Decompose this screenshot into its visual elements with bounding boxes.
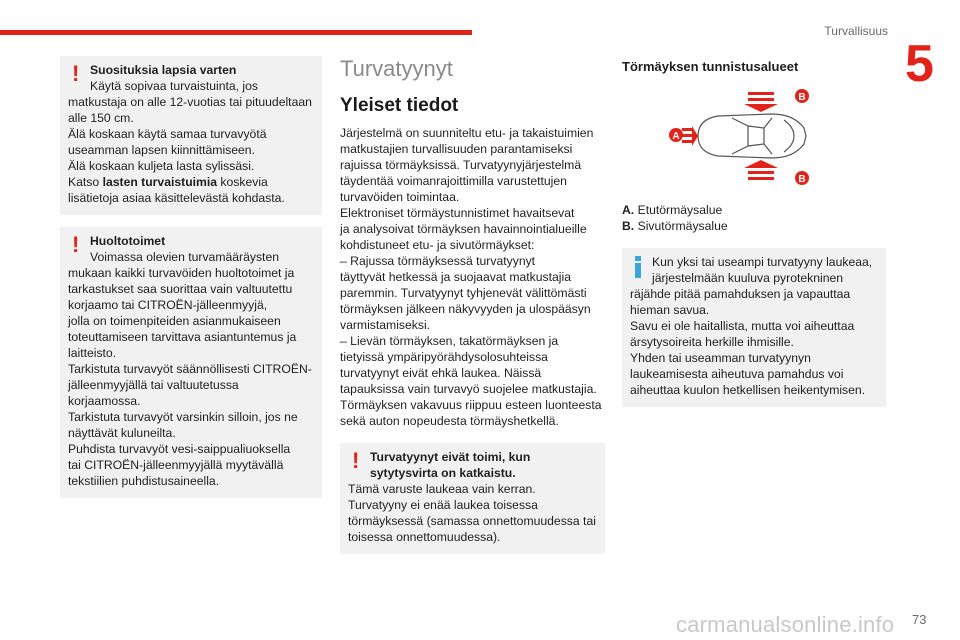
legend-item: A. Etutörmäysalue <box>622 203 723 217</box>
box-line: näyttävät kuluneilta. <box>68 426 176 440</box>
page-number: 73 <box>912 612 927 627</box>
box-line: Voimassa olevien turvamääräysten <box>90 250 280 264</box>
header-accent-bar <box>0 30 472 35</box>
box-line: toisessa onnettomuudessa). <box>348 530 501 544</box>
box-line: Älä koskaan käytä samaa turvavyötä <box>68 127 267 141</box>
warning-box-maintenance <box>60 227 322 498</box>
box-line: Tarkistuta turvavyöt säännöllisesti CITROËN- <box>68 362 312 376</box>
info-box-smoke <box>622 248 886 407</box>
box-line: korjaamo tai CITROËN-jälleenmyyjä, <box>68 298 268 312</box>
box-line: törmäyksessä (samassa onnettomuudessa tai <box>348 514 596 528</box>
subsection-title: Törmäyksen tunnistusalueet <box>622 59 799 74</box>
label-b: B <box>798 174 806 185</box>
box-line: Kun yksi tai useampi turvatyyny laukeaa, <box>652 255 873 269</box>
label-b-bottom-marker <box>795 171 809 185</box>
side-zone-top <box>744 92 778 112</box>
body-text: Järjestelmä on suunniteltu etu- ja takaistuimien matkustajien turvallisuuden parantamiseksi rajuissa törmäyksissä. Turvatyynyjärjestelmä täydentää voimanrajoittimilla varustettujen turvavöiden toimintaa. Elektroniset törmäystunnistimet havaitsevat ja analysoivat törmäyksen havainnointialueille kohdistuneet etu- ja sivutörmäykset: – Rajussa törmäyksessä turvatyynyt täyttyvät hetkessä ja suojaavat matkustajia paremmin. Turvatyynyt tyhjenevät välittömästi törmäyksen jälkeen näkyvyyden ja ulospääsyn varmistamiseksi. – Lievän törmäyksen, takatörmäyksen ja tietyissä ympäripyörähdysolosuhteissa turvatyynyt eivät ehkä laukea. Näissä tapauksissa vain turvavyö suojelee matkustajia. Törmäyksen vakavuus riippuu esteen luonteesta sekä auton nopeudesta törmäyshetkellä. <box>340 126 602 428</box>
warning-box-ignition <box>340 443 605 554</box>
box-line: Yhden tai useamman turvatyynyn <box>630 351 811 365</box>
box-line: useamman lapsen kiinnittämiseen. <box>68 143 255 157</box>
box-line: laitteisto. <box>68 346 117 360</box>
box-line: jolla on toimenpiteiden asianmukaiseen <box>68 314 281 328</box>
side-zone-bottom <box>744 160 778 180</box>
box-line: järjestelmään kuuluva pyrotekninen <box>652 271 844 285</box>
box-line: ärsytysoireita herkille ihmisille. <box>630 335 794 349</box>
box-line: hieman savua. <box>630 303 710 317</box>
info-icon <box>635 256 641 278</box>
label-a: A <box>672 131 680 142</box>
box-line: alle 150 cm. <box>68 111 134 125</box>
reference-link[interactable]: lasten turvaistuimia <box>102 175 218 189</box>
box-title: Suosituksia lapsia varten <box>90 63 237 77</box>
warning-icon: ! <box>72 61 80 86</box>
warning-icon: ! <box>352 448 360 473</box>
diagram-legend <box>622 202 886 234</box>
section-title: Yleiset tiedot <box>340 95 459 116</box>
box-line: Savu ei ole haitallista, mutta voi aiheuttaa <box>630 319 855 333</box>
box-title: Huoltotoimet <box>90 234 166 248</box>
label-b: B <box>798 92 806 103</box>
box-line: räjähde pitää pamahduksen ja vapauttaa <box>630 287 851 301</box>
section-name: Turvallisuus <box>824 24 888 38</box>
box-line: lisätietoja asiaa käsittelevästä kohdasta. <box>68 191 285 205</box>
box-line: mukaan kaikki turvavöiden huoltotoimet ja <box>68 266 295 280</box>
box-line: tarkastukset saa suorittaa vain valtuutettu <box>68 282 293 296</box>
box-title: sytytysvirta on katkaistu. <box>370 466 516 480</box>
box-line: laukeamisesta aiheutuva pamahdus voi <box>630 367 844 381</box>
watermark: carmanualsonline.info <box>676 612 895 637</box>
box-line: tai CITROËN-jälleenmyyjällä myytävällä <box>68 458 284 472</box>
legend-item: B. Sivutörmäysalue <box>622 219 728 233</box>
column-right <box>622 56 886 417</box>
label-a-marker <box>669 128 683 142</box>
box-line: Käytä sopivaa turvaistuinta, jos <box>90 79 259 93</box>
label-b-top-marker <box>795 89 809 103</box>
box-line: jälleenmyyjällä tai valtuutetussa korjaamossa. <box>68 378 239 408</box>
box-line-reference: Katso lasten turvaistuimia koskevia <box>68 175 268 189</box>
box-line: toteuttamiseen tarvittava asiantuntemus ja <box>68 330 297 344</box>
box-title: Turvatyynyt eivät toimi, kun <box>370 450 531 464</box>
car-outline-icon <box>698 114 806 158</box>
box-line: Puhdista turvavyöt vesi-saippualiuoksella <box>68 442 291 456</box>
warning-box-children <box>60 56 322 215</box>
box-line: Älä koskaan kuljeta lasta sylissäsi. <box>68 159 255 173</box>
column-middle <box>340 56 605 564</box>
box-line: Tarkistuta turvavyöt varsinkin silloin, jos ne <box>68 410 298 424</box>
front-zone-arrows <box>682 126 698 146</box>
column-left <box>60 56 322 508</box>
box-line: Turvatyyny ei enää laukea toisessa <box>348 498 538 512</box>
box-line: Tämä varuste laukeaa vain kerran. <box>348 482 536 496</box>
box-line: matkustaja on alle 12-vuotias tai pituudeltaan <box>68 95 312 109</box>
crash-zone-diagram <box>622 88 886 188</box>
warning-icon: ! <box>72 232 80 257</box>
chapter-title: Turvatyynyt <box>340 56 453 81</box>
chapter-number: 5 <box>905 35 934 93</box>
box-line: tekstiilien puhdistusaineella. <box>68 474 220 488</box>
box-line: aiheuttaa kuulon hetkellisen heikentymisen. <box>630 383 866 397</box>
